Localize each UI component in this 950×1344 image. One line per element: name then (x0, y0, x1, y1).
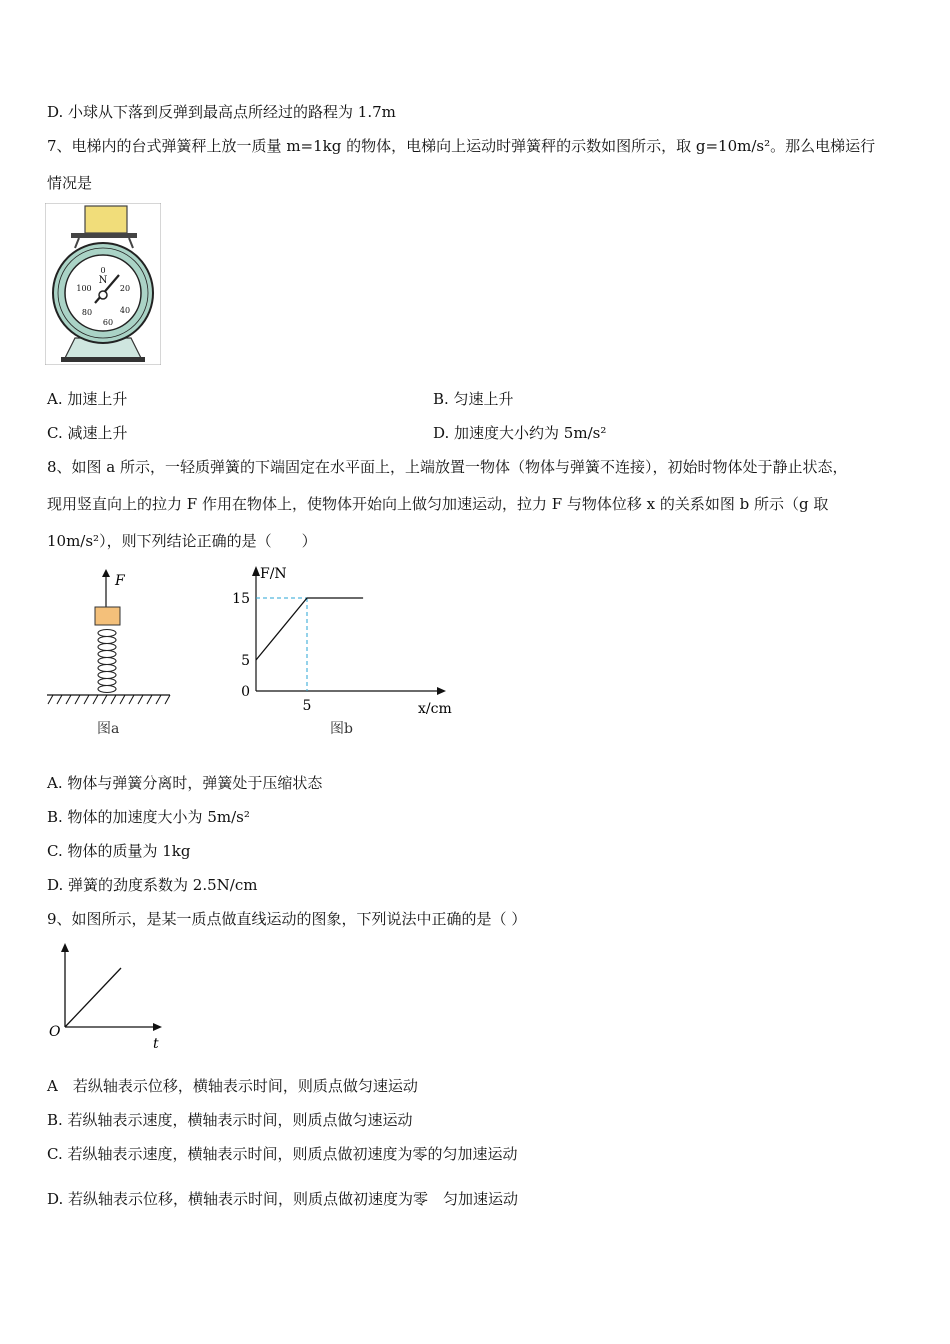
tick-80: 80 (81, 308, 93, 317)
q7-option-b: B. 匀速上升 (433, 390, 514, 408)
y-axis-arrow (61, 943, 69, 952)
spring-scale-figure (45, 203, 161, 365)
figure-b-chart (228, 560, 468, 745)
fig-a-caption: 图a (97, 721, 120, 737)
y-axis-label: F/N (260, 566, 287, 582)
origin-label: O (49, 1024, 61, 1040)
q9-stem: 9、如图所示，是某一质点做直线运动的图象，下列说法中正确的是（ ） (47, 910, 527, 928)
q8-stem-line3: 10m/s²），则下列结论正确的是（ ） (47, 532, 317, 550)
tick-0: 0 (100, 266, 106, 275)
tick-60: 60 (102, 318, 114, 327)
block (95, 607, 120, 625)
tick-n: N (98, 275, 108, 286)
ground-hatch (48, 695, 170, 704)
figure-q9-graph (45, 940, 167, 1055)
q9-option-c: C. 若纵轴表示速度，横轴表示时间，则质点做初速度为零的匀加速运动 (47, 1145, 518, 1163)
t-axis-label: t (153, 1036, 159, 1052)
x-axis-arrow (153, 1023, 162, 1031)
q9-option-d: D. 若纵轴表示位移，横轴表示时间，则质点做初速度为零 匀加速运动 (47, 1190, 519, 1208)
graph-line (65, 968, 121, 1027)
q7-option-d: D. 加速度大小约为 5m/s² (433, 424, 607, 442)
q8-option-a: A. 物体与弹簧分离时，弹簧处于压缩状态 (47, 774, 323, 792)
tick-label-x5: 5 (302, 698, 312, 714)
spring-coil (98, 630, 116, 693)
q7-option-c: C. 减速上升 (47, 424, 128, 442)
fig-b-caption: 图b (330, 721, 353, 737)
force-label: F (115, 573, 125, 589)
tick-label-y15: 15 (232, 591, 250, 607)
tick-label-y5: 5 (241, 653, 250, 669)
q8-option-c: C. 物体的质量为 1kg (47, 842, 191, 860)
q7-option-a: A. 加速上升 (47, 390, 128, 408)
series-line (256, 598, 363, 660)
q8-option-d: D. 弹簧的劲度系数为 2.5N/cm (47, 876, 258, 894)
q6-option-d: D. 小球从下落到反弹到最高点所经过的路程为 1.7m (47, 103, 396, 121)
q9-option-a: A 若纵轴表示位移，横轴表示时间，则质点做匀速运动 (47, 1077, 418, 1095)
tick-100: 100 (76, 284, 92, 293)
q8-option-b: B. 物体的加速度大小为 5m/s² (47, 808, 250, 826)
q8-stem-line1: 8、如图 a 所示，一轻质弹簧的下端固定在水平面上，上端放置一物体（物体与弹簧不连接），初始时物体处于静止状态， (47, 458, 848, 476)
x-axis-label: x/cm (418, 701, 452, 717)
q8-stem-line2: 现用竖直向上的拉力 F 作用在物体上，使物体开始向上做匀加速运动，拉力 F 与物体位移 x 的关系如图 b 所示（g 取 (47, 495, 829, 513)
weight-block (85, 206, 127, 233)
tick-20: 20 (119, 284, 131, 293)
q7-stem-line1: 7、电梯内的台式弹簧秤上放一质量 m=1kg 的物体，电梯向上运动时弹簧秤的示数如图所示，取 g=10m/s²。那么电梯运行 (47, 137, 876, 155)
q9-option-b: B. 若纵轴表示速度，横轴表示时间，则质点做匀速运动 (47, 1111, 413, 1129)
x-axis-arrow (437, 687, 446, 695)
figure-a-spring (45, 565, 180, 745)
q7-stem-line2: 情况是 (47, 174, 93, 192)
tick-label-origin: 0 (241, 684, 250, 700)
y-axis-arrow (252, 566, 260, 576)
tick-40: 40 (119, 306, 131, 315)
